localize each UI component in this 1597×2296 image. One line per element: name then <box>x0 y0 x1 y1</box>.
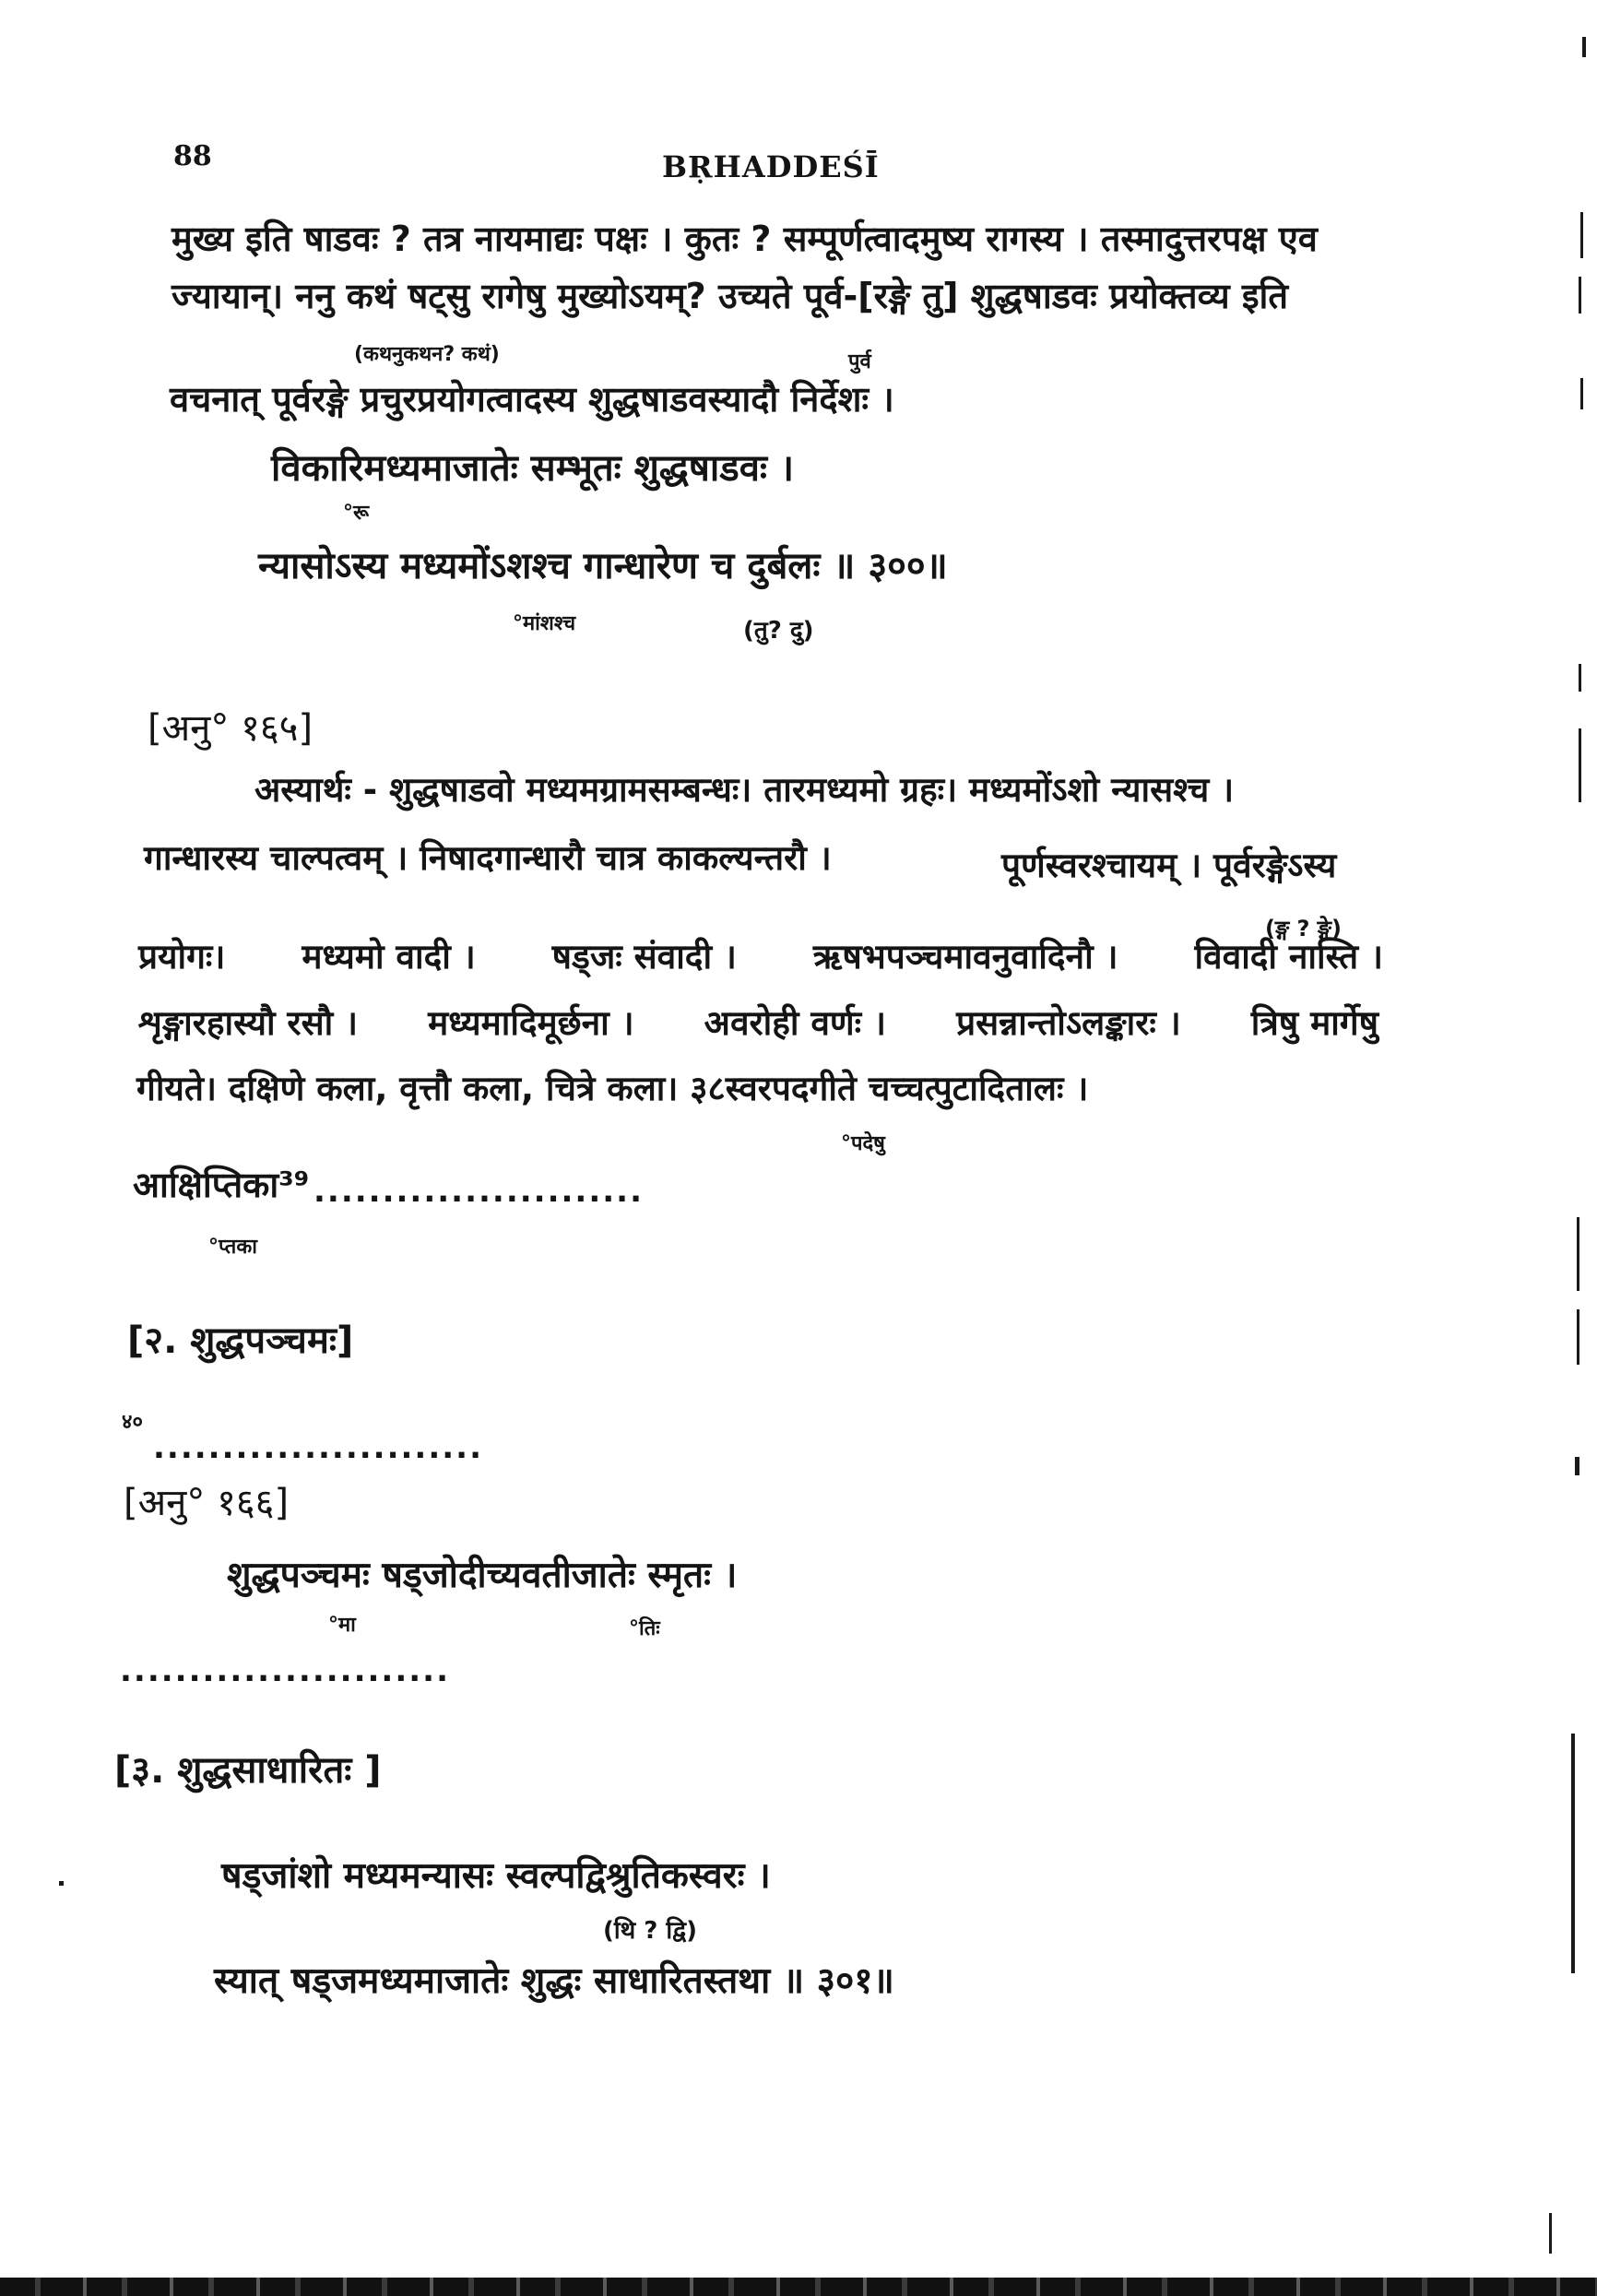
prose-line-2: ज्यायान्। ननु कथं षट्सु रागेषु मुख्योऽयम्? उच्यते पूर्व-[रङ्गे तु] शुद्धषाडवः प्रयोक्तव्य इति <box>172 276 1289 316</box>
footnote-variant: °तिः <box>629 1617 660 1640</box>
section-heading: [३. शुद्धसाधारितः ] <box>114 1749 382 1792</box>
footnote-variant: (ङ्ग ? ङ्गे) <box>1265 916 1342 941</box>
scan-artifact <box>1582 37 1586 57</box>
commentary-label: [अनु° १६५] <box>148 707 313 750</box>
footnote-variant: °मा <box>328 1614 356 1637</box>
section-heading: [२. शुद्धपञ्चमः] <box>127 1320 354 1362</box>
verse-line: स्यात् षड्जमध्यमाजातेः शुद्धः साधारितस्तथा ॥ ३०१॥ <box>214 1960 894 2002</box>
commentary-line: पूर्णस्वरश्चायम् । पूर्वरङ्गेऽस्य <box>1001 846 1337 885</box>
scan-artifact <box>1579 728 1581 802</box>
phrase: प्रसन्नान्तोऽलङ्कारः । <box>956 1003 1181 1043</box>
phrase: प्रयोगः। <box>138 937 226 976</box>
commentary-line <box>138 931 1383 978</box>
commentary-label: [अनु° १६६] <box>124 1482 290 1524</box>
scan-artifact <box>1571 1734 1575 1973</box>
phrase: अवरोही वर्णः । <box>704 1003 887 1043</box>
scan-artifact <box>1579 664 1581 692</box>
scan-artifact <box>1577 1309 1579 1365</box>
prose-line-1: मुख्य इति षाडवः ? तत्र नायमाद्यः पक्षः । कुतः ? सम्पूर्णत्वादमुष्य रागस्य । तस्मादुत्तरपक्ष एव <box>172 219 1318 259</box>
commentary-line: गीयते। दक्षिणे कला, वृत्तौ कला, चित्रे कला। ३८स्वरपदगीते चच्चत्पुटादितालः । <box>136 1069 1089 1108</box>
verse-line: शुद्धपञ्चमः षड्जोदीच्यवतीजातेः स्मृतः । <box>227 1555 738 1596</box>
phrase: त्रिषु मार्गेषु <box>1250 1003 1378 1043</box>
footnote-variant: पुर्व <box>848 350 871 373</box>
prose-line-3: वचनात् पूर्वरङ्गे प्रचुरप्रयोगत्वादस्य शुद्धषाडवस्यादौ निर्देशः । <box>170 379 894 420</box>
scan-artifact <box>1575 1457 1579 1475</box>
footnote-variant: (थि ? द्वि) <box>603 1917 697 1945</box>
scan-artifact <box>1580 212 1583 258</box>
scan-artifact <box>1580 378 1583 409</box>
phrase: शृङ्गारहास्यौ रसौ । <box>138 1003 359 1043</box>
verse-line: न्यासोऽस्य मध्यमोंऽशश्च गान्धारेण च दुर्बलः ॥ ३००॥ <box>258 545 948 587</box>
scan-artifact <box>1577 1217 1579 1291</box>
phrase: ऋषभपञ्चमावनुवादिनौ । <box>812 937 1118 976</box>
footnote-variant: °रू <box>343 502 370 525</box>
commentary-line <box>138 998 1378 1045</box>
footnote-variant: °प्तका <box>208 1236 257 1259</box>
commentary-line: गान्धारस्य चाल्पत्वम् । निषादगान्धारौ चात्र काकल्यन्तरौ । <box>144 838 832 878</box>
footnote-variant: (कथनुकथन? कथं) <box>354 343 500 366</box>
scan-artifact <box>1549 2213 1552 2254</box>
scan-artifact-band <box>0 2278 1597 2296</box>
running-title: BṚHADDEŚĪ <box>662 149 880 184</box>
phrase: मध्यमो वादी । <box>302 937 476 976</box>
phrase: षड्जः संवादी । <box>551 937 737 976</box>
ellipsis-gap: ........................ <box>153 1429 483 1466</box>
ellipsis-gap: ........................ <box>313 1173 644 1210</box>
song-name: आक्षिप्तिका³⁹ <box>133 1165 310 1205</box>
footnote-variant: (तु? दु) <box>743 617 814 645</box>
verse-line: विकारिमध्यमाजातेः सम्भूतः शुद्धषाडवः । <box>271 447 795 490</box>
footnote-marker: ४० <box>122 1411 143 1434</box>
phrase: विवादी नास्ति । <box>1194 937 1383 976</box>
scan-artifact <box>1579 277 1581 314</box>
footnote-variant: °पदेषु <box>841 1132 885 1155</box>
phrase: मध्यमादिमूर्छना । <box>428 1003 634 1043</box>
ellipsis-gap: ........................ <box>120 1652 450 1689</box>
footnote-variant: °मांशश्च <box>513 612 576 635</box>
page-number: 88 <box>173 140 212 172</box>
scan-artifact <box>59 1881 64 1886</box>
commentary-line: अस्यार्थः - शुद्धषाडवो मध्यमग्रामसम्बन्धः। तारमध्यमो ग्रहः। मध्यमोंऽशो न्यासश्च । <box>254 770 1235 810</box>
verse-line: षड्जांशो मध्यमन्यासः स्वल्पद्विश्रुतिकस्वरः । <box>221 1855 771 1897</box>
